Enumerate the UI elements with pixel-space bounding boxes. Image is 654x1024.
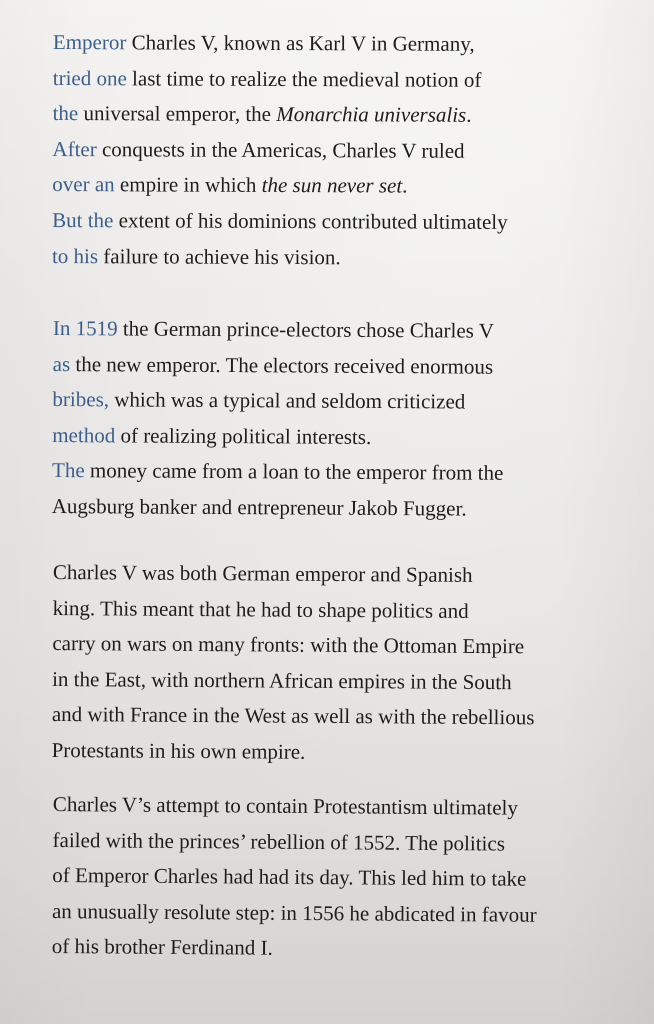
line-lead-text: But the	[52, 207, 114, 233]
line-text: failure to achieve his vision.	[98, 243, 341, 269]
text-line	[52, 823, 632, 863]
line-text: an unusually resolute step: in 1556 he abdicated in favour	[51, 898, 537, 927]
text-line	[52, 626, 632, 666]
line-text: carry on wars on many fronts: with the Ottoman Empire	[52, 631, 525, 659]
line-text: Protestants in his own empire.	[51, 737, 306, 764]
line-lead-text: bribes,	[52, 387, 110, 412]
line-italic-text: the sun never set	[261, 173, 403, 198]
line-lead-text: tried one	[52, 65, 127, 90]
text-line	[52, 418, 632, 457]
line-text: extent of his dominions contributed ultimately	[113, 208, 508, 234]
line-text: of his brother Ferdinand I.	[51, 934, 273, 961]
line-text: empire in which	[114, 172, 262, 198]
text-line	[52, 733, 632, 773]
line-text: king. This meant that he had to shape politics and	[52, 595, 469, 623]
line-lead-text: In 1519	[52, 315, 118, 341]
paragraph-4	[52, 787, 633, 970]
text-line	[53, 61, 633, 99]
line-text: Charles V’s attempt to contain Protestantism ultimately	[52, 791, 518, 820]
text-line	[52, 697, 632, 737]
paragraph-2	[52, 311, 633, 528]
line-text: in the East, with northern African empires in the South	[52, 666, 512, 694]
text-line	[53, 96, 633, 134]
text-line	[53, 787, 633, 827]
text-line	[52, 929, 632, 969]
line-lead-text: After	[52, 136, 97, 161]
line-italic-text: Monarchia universalis	[276, 102, 467, 127]
line-text: the German prince-electors chose Charles V	[117, 316, 495, 343]
line-text: conquests in the Americas, Charles V ruled	[96, 136, 465, 163]
line-text: universal emperor, the	[78, 101, 277, 127]
line-text: failed with the princes’ rebellion of 1552. The politics	[52, 827, 506, 856]
line-lead-text: Emperor	[52, 29, 127, 55]
line-text: and with France in the West as well as with the rebellious	[51, 702, 535, 730]
line-lead-text: as	[52, 351, 71, 376]
paragraph-1	[52, 25, 633, 277]
line-text: Augsburg banker and entrepreneur Jakob Fugger.	[51, 493, 467, 521]
line-lead-text: the	[52, 101, 79, 126]
line-lead-text: The	[51, 458, 85, 483]
text-line	[52, 453, 632, 492]
line-lead-text: method	[52, 422, 116, 448]
text-line	[53, 591, 633, 631]
line-lead-text: over an	[52, 172, 115, 197]
line-text: Charles V, known as Karl V in Germany,	[126, 30, 475, 56]
text-line	[53, 25, 633, 63]
line-text: last time to realize the medieval notion of	[126, 65, 482, 92]
text-line	[52, 858, 632, 898]
text-line	[52, 894, 632, 934]
line-lead-text: to his	[51, 243, 99, 268]
text-line	[53, 311, 633, 350]
paragraph-3	[52, 555, 633, 773]
line-text: Charles V was both German emperor and Spanish	[52, 559, 473, 587]
line-text: of realizing political interests.	[115, 423, 372, 449]
text-line	[52, 662, 632, 702]
line-tail-text: .	[466, 102, 472, 128]
text-line	[52, 203, 632, 241]
line-tail-text: .	[402, 173, 408, 198]
text-line	[52, 489, 632, 528]
line-text: which was a typical and seldom criticized	[108, 387, 466, 414]
text-line	[52, 132, 632, 170]
text-line	[52, 239, 632, 277]
line-text: money came from a loan to the emperor from the	[84, 458, 504, 486]
line-text: the new emperor. The electors received enormous	[70, 351, 494, 379]
line-text: of Emperor Charles had had its day. This led him to take	[52, 863, 527, 891]
text-line	[53, 555, 633, 595]
text-line	[52, 167, 632, 205]
text-line	[52, 382, 632, 421]
text-line	[53, 347, 633, 386]
